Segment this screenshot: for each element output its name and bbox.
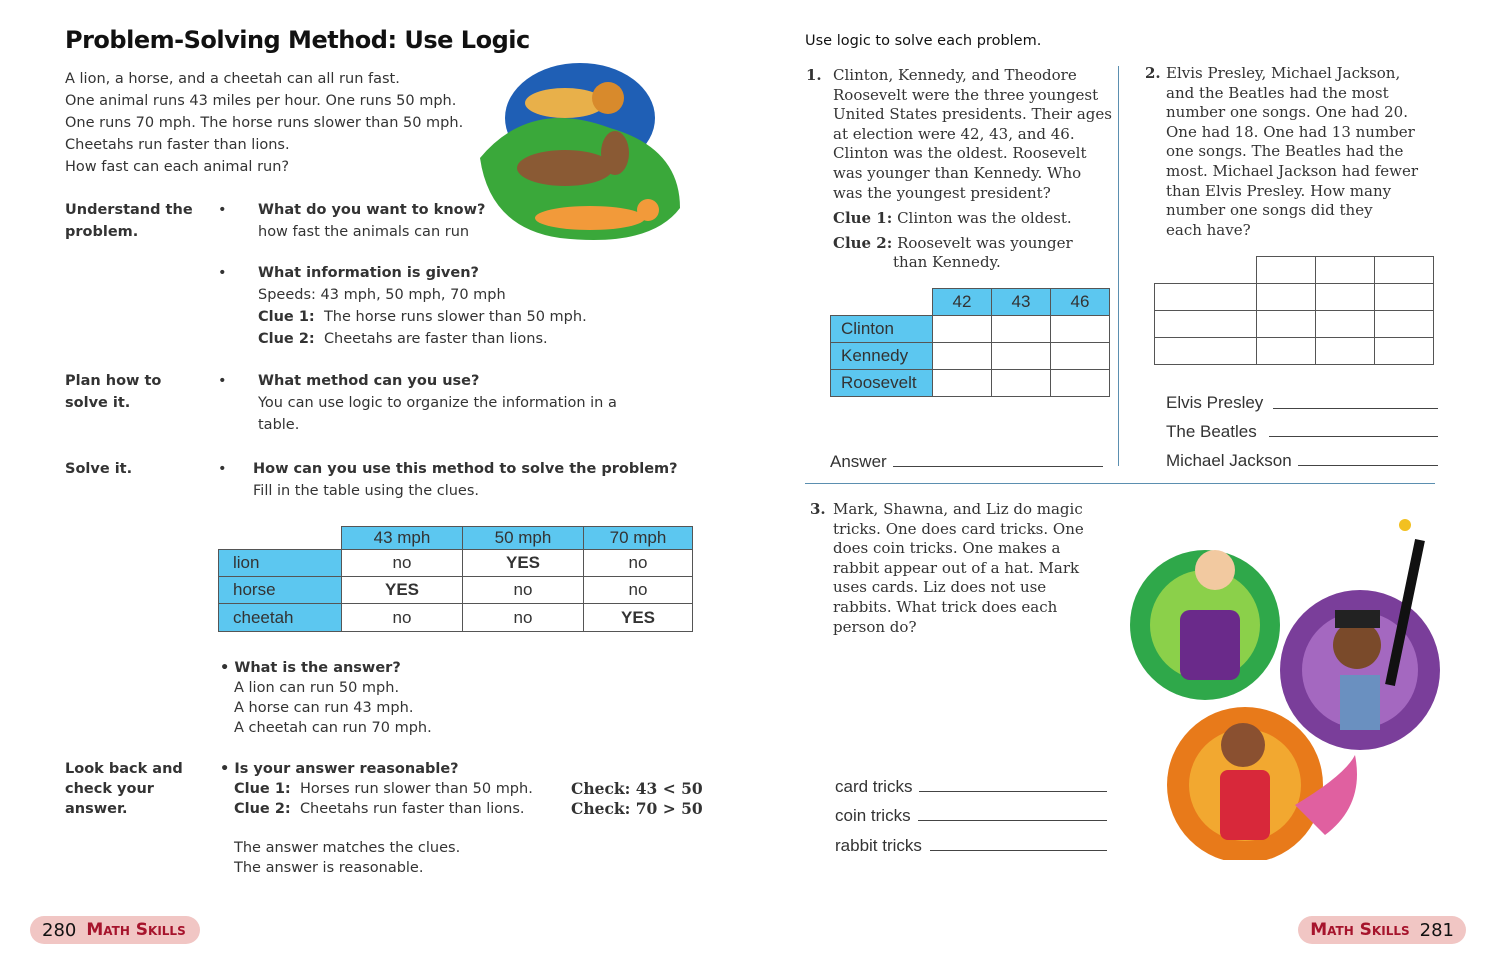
- answer-line[interactable]: [1273, 408, 1438, 409]
- answer-label: Elvis Presley: [1166, 393, 1264, 412]
- problem-number: 1.: [806, 66, 822, 84]
- table-row: Kennedy: [831, 343, 1110, 370]
- intro-text: [65, 68, 463, 178]
- problem-3-text: Mark, Shawna, and Liz do magic tricks. One does card tricks. One does coin tricks. One makes a rabbit appear out of a hat. Mark uses cards. Liz does not use rabbits. What trick does each person do?: [833, 500, 1084, 636]
- table-header: 43 mph: [342, 527, 463, 550]
- presidents-table: 42 43 46 Clinton Kennedy Roosevelt: [830, 288, 1110, 397]
- intro-line: One animal runs 43 miles per hour. One runs 50 mph.: [65, 93, 457, 109]
- understand-q2: What information is given? Speeds: 43 mph, 50 mph, 70 mph Clue 1: The horse runs slower than 50 mph. Clue 2: Cheetahs are faster than lions.: [258, 265, 587, 347]
- table-row: cheetah no no YES: [219, 604, 693, 632]
- answer-line[interactable]: [930, 850, 1107, 851]
- bullet: •: [218, 461, 227, 477]
- solve-q: How can you use this method to solve the problem? Fill in the table using the clues.: [253, 461, 678, 499]
- table-cell[interactable]: [992, 316, 1051, 343]
- answer-label: card tricks: [835, 777, 913, 796]
- table-row: Roosevelt: [831, 370, 1110, 397]
- table-row: horse YES no no: [219, 577, 693, 604]
- intro-line: How fast can each animal run?: [65, 159, 290, 175]
- table-row: lion no YES no: [219, 550, 693, 577]
- vertical-divider: [1118, 66, 1119, 466]
- answer-line[interactable]: [918, 820, 1107, 821]
- lookback-section: • Is your answer reasonable? Clue 1: Horses run slower than 50 mph. Clue 2: Cheetahs run faster than lions. The answer matches the clues. The answer is reasonable.: [220, 761, 533, 876]
- intro-line: A lion, a horse, and a cheetah can all run fast.: [65, 71, 400, 87]
- table-cell[interactable]: [1051, 370, 1110, 397]
- label-understand: Understand the problem.: [65, 202, 193, 240]
- bullet: •: [218, 202, 227, 218]
- problem-2-text: Elvis Presley, Michael Jackson, and the Beatles had the most number one songs. One had 20. One had 18. One had 13 number one songs. The Beatles had the most. Michael Jackson had fewer than Elvis Presley. How many number one songs did they each have?: [1166, 64, 1419, 239]
- table-cell[interactable]: [933, 316, 992, 343]
- answer-line[interactable]: [1298, 465, 1438, 466]
- footer-left: 280 Math Skills: [30, 916, 200, 944]
- answer-section: • What is the answer? A lion can run 50 mph. A horse can run 43 mph. A cheetah can run 70 mph.: [220, 660, 432, 736]
- label-lookback: Look back and check your answer.: [65, 761, 183, 817]
- table-cell[interactable]: [992, 343, 1051, 370]
- animals-illustration: [470, 58, 685, 248]
- table-header: 70 mph: [584, 527, 693, 550]
- answer-label: Answer: [830, 452, 887, 471]
- problem-1-text: Clinton, Kennedy, and Theodore Roosevelt were the three youngest United States presidents. Their ages at election were 42, 43, and 46. Clinton was the oldest. Roosevelt was younger than Kennedy. Who was the youngest president? Clue 1: Clinton was the oldest. Clue 2: Roosevelt was younger than Kennedy.: [833, 66, 1112, 272]
- table-header: 50 mph: [463, 527, 584, 550]
- intro-line: One runs 70 mph. The horse runs slower than 50 mph.: [65, 115, 464, 131]
- problem-number: 3.: [810, 500, 826, 518]
- horizontal-divider: [805, 483, 1435, 484]
- right-heading: Use logic to solve each problem.: [805, 33, 1042, 49]
- table-row: Clinton: [831, 316, 1110, 343]
- understand-q1: What do you want to know? how fast the animals can run: [258, 202, 486, 240]
- songs-table: [1154, 256, 1434, 365]
- answer-label: The Beatles: [1166, 422, 1257, 441]
- answer-label: Michael Jackson: [1166, 451, 1292, 470]
- table-cell[interactable]: [1051, 316, 1110, 343]
- intro-line: Cheetahs run faster than lions.: [65, 137, 290, 153]
- answer-line[interactable]: [893, 466, 1103, 467]
- bullet: •: [218, 373, 227, 389]
- problem-number: 2.: [1145, 64, 1161, 82]
- table-cell[interactable]: [1051, 343, 1110, 370]
- footer-right: Math Skills 281: [1298, 916, 1466, 944]
- table-cell[interactable]: [933, 343, 992, 370]
- answer-label: rabbit tricks: [835, 836, 922, 855]
- page-title: Problem-Solving Method: Use Logic: [65, 26, 530, 54]
- checks: Check: 43 < 50 Check: 70 > 50: [571, 779, 703, 818]
- answer-line[interactable]: [1269, 436, 1438, 437]
- animal-speed-table: [218, 526, 693, 632]
- plan-q: What method can you use? You can use logic to organize the information in a table.: [258, 373, 617, 433]
- magicians-illustration: [1125, 515, 1465, 860]
- label-solve: Solve it.: [65, 461, 133, 477]
- label-plan: Plan how to solve it.: [65, 373, 162, 411]
- bullet: •: [218, 265, 227, 281]
- answer-line[interactable]: [919, 791, 1107, 792]
- table-cell[interactable]: [933, 370, 992, 397]
- answer-label: coin tricks: [835, 806, 911, 825]
- table-cell[interactable]: [992, 370, 1051, 397]
